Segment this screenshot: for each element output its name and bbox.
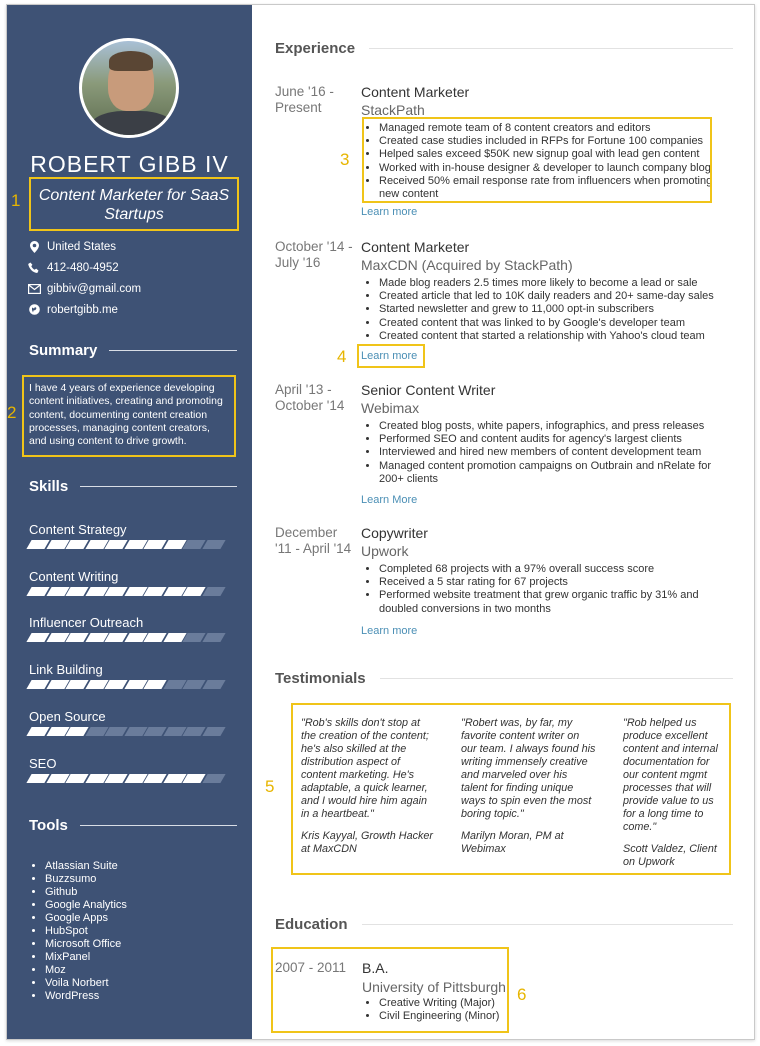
tool-item: • HubSpot [45, 925, 245, 938]
job-bullet: • Performed SEO and content audits for agency's largest clients [379, 433, 719, 446]
contact-email[interactable]: gibbiv@gmail.com [27, 278, 247, 299]
learn-more-link[interactable]: Learn more [361, 350, 418, 362]
job-bullets [379, 420, 719, 486]
job-bullet: • Managed remote team of 8 content creators and editors [379, 122, 719, 135]
testimonial-3: "Rob helped us produce excellent content and internal documentation for our content mgmt processes that will provide value to us for a long time to come." Scott Valdez, Client on Upwork [623, 717, 723, 869]
job-bullet: • Started newsletter and grew to 11,000 opt-in subscribers [379, 303, 719, 316]
contact-location: United States [27, 236, 247, 257]
job-bullet: • Created blog posts, white papers, infographics, and press releases [379, 420, 719, 433]
job-date: June '16 - Present [275, 84, 334, 115]
globe-icon [27, 303, 41, 317]
job-bullet: • Interviewed and hired new members of content development team [379, 446, 719, 459]
tool-item: • Github [45, 886, 245, 899]
job-title: Content Marketer [361, 239, 470, 255]
job-bullets [379, 563, 719, 616]
job-bullet: • Made blog readers 2.5 times more likely to become a lead or sale [379, 277, 719, 290]
skill-influencer-outreach: Influencer Outreach [29, 615, 234, 642]
tool-item: • WordPress [45, 990, 245, 1003]
callout-5: 5 [265, 777, 275, 796]
skill-segment [202, 633, 225, 642]
learn-more-link[interactable]: Learn more [361, 206, 418, 218]
job-title: Content Marketer [361, 84, 470, 100]
education-degree: B.A. [362, 960, 389, 976]
job-webimax [275, 382, 735, 522]
skill-segment [202, 774, 225, 783]
skill-open-source: Open Source [29, 709, 234, 736]
tool-item: • Moz [45, 964, 245, 977]
job-company: StackPath [361, 102, 425, 118]
job-date: October '14 - July '16 [275, 239, 353, 270]
tool-item: • MixPanel [45, 951, 245, 964]
job-bullet: • Created case studies included in RFPs for Fortune 100 companies [379, 135, 719, 148]
job-date: April '13 - October '14 [275, 382, 345, 413]
testimonial-author: Marilyn Moran, PM at Webimax [461, 830, 564, 855]
education-date: 2007 - 2011 [275, 960, 347, 975]
avatar [79, 38, 179, 138]
job-bullet: • Received 50% email response rate from influencers when promoting new content [379, 175, 719, 201]
tool-item: • Voila Norbert [45, 977, 245, 990]
skill-bar [29, 587, 234, 596]
job-bullet: • Performed website treatment that grew organic traffic by 31% and doubled conversions in two months [379, 589, 719, 615]
skill-bar [29, 680, 234, 689]
education-item: • Creative Writing (Major) [379, 997, 499, 1010]
tools-heading: Tools [29, 817, 237, 834]
resume-page [6, 4, 755, 1040]
skill-bar [29, 774, 234, 783]
callout-2: 2 [7, 403, 17, 422]
testimonials-heading: Testimonials [275, 670, 733, 687]
skill-segment [202, 540, 225, 549]
testimonial-1: "Rob's skills don't stop at the creation of the content; he's also skilled at the distribution aspect of content marketing. He's adaptable, a quick learner, and I would hire him again in a heartbeat." Kris Kayyal, Growth Hacker at MaxCDN [301, 717, 436, 856]
job-bullet: • Worked with in-house designer & developer to launch company blog [379, 162, 719, 175]
education-school: University of Pittsburgh [362, 979, 506, 995]
callout-6: 6 [517, 985, 527, 1004]
tool-item: • Microsoft Office [45, 938, 245, 951]
learn-more-link[interactable]: Learn More [361, 494, 418, 506]
job-company: MaxCDN (Acquired by StackPath) [361, 257, 573, 273]
skill-link-building: Link Building [29, 662, 234, 689]
education-items [379, 997, 499, 1023]
job-bullet: • Managed content promotion campaigns on Outbrain and nRelate for 200+ clients [379, 460, 719, 486]
tool-item: • Atlassian Suite [45, 860, 245, 873]
experience-heading: Experience [275, 40, 733, 57]
job-title: Senior Content Writer [361, 382, 496, 398]
skills-heading: Skills [29, 478, 237, 495]
job-date: December '11 - April '14 [275, 525, 352, 556]
skill-seo: SEO [29, 756, 234, 783]
job-upwork [275, 525, 735, 645]
tool-item: • Google Apps [45, 912, 245, 925]
envelope-icon [27, 282, 41, 296]
education-heading: Education [275, 916, 733, 933]
job-bullet: • Completed 68 projects with a 97% overall success score [379, 563, 719, 576]
skill-content-strategy: Content Strategy [29, 522, 234, 549]
job-title: Copywriter [361, 525, 428, 541]
contact-list [27, 236, 247, 320]
job-bullet: • Created content that was linked to by Google's developer team [379, 317, 719, 330]
job-company: Upwork [361, 543, 409, 559]
job-bullet: • Received a 5 star rating for 67 projects [379, 576, 719, 589]
skill-bar [29, 727, 234, 736]
contact-phone[interactable]: 412-480-4952 [27, 257, 247, 278]
highlight-box-3 [362, 117, 712, 203]
summary-heading: Summary [29, 342, 237, 359]
education-item: • Civil Engineering (Minor) [379, 1010, 499, 1023]
skill-segment [202, 587, 225, 596]
testimonial-2: "Robert was, by far, my favorite content writer on our team. I always found his writing immensely creative and marveled over his talent for finding unique ways to spin even the most boring topic." Marilyn Moran, PM at Webimax [461, 717, 596, 855]
job-bullet: • Helped sales exceed $50K new signup goal with lead gen content [379, 148, 719, 161]
contact-website[interactable]: robertgibb.me [27, 299, 247, 320]
tool-item: • Google Analytics [45, 899, 245, 912]
location-pin-icon [27, 240, 41, 254]
testimonial-author: Kris Kayyal, Growth Hacker at MaxCDN [301, 830, 433, 855]
callout-3: 3 [340, 150, 350, 169]
tools-list [45, 860, 245, 1003]
skill-content-writing: Content Writing [29, 569, 234, 596]
skill-segment [202, 680, 225, 689]
job-company: Webimax [361, 400, 420, 416]
tool-item: • Buzzsumo [45, 873, 245, 886]
callout-1: 1 [11, 191, 21, 210]
candidate-name: ROBERT GIBB IV [30, 151, 229, 177]
skill-segment [202, 727, 225, 736]
job-bullets [379, 277, 719, 343]
testimonial-author: Scott Valdez, Client on Upwork [623, 843, 717, 868]
learn-more-link[interactable]: Learn more [361, 625, 418, 637]
sidebar [7, 5, 252, 1039]
phone-icon [27, 261, 41, 275]
skill-bar [29, 540, 234, 549]
testimonials-box [291, 703, 731, 875]
tagline: Content Marketer for SaaS Startups [29, 177, 239, 231]
job-bullet: • Created article that led to 10K daily readers and 20+ same-day sales [379, 290, 719, 303]
summary-text: I have 4 years of experience developing content initiatives, creating and promoting content, documenting content creation processes, managing content creators, and using content to drive growth. [22, 375, 236, 457]
callout-4: 4 [337, 347, 347, 366]
highlight-box-4 [357, 344, 425, 368]
job-bullet: • Created content that started a relationship with Yahoo's cloud team [379, 330, 719, 343]
skill-bar [29, 633, 234, 642]
